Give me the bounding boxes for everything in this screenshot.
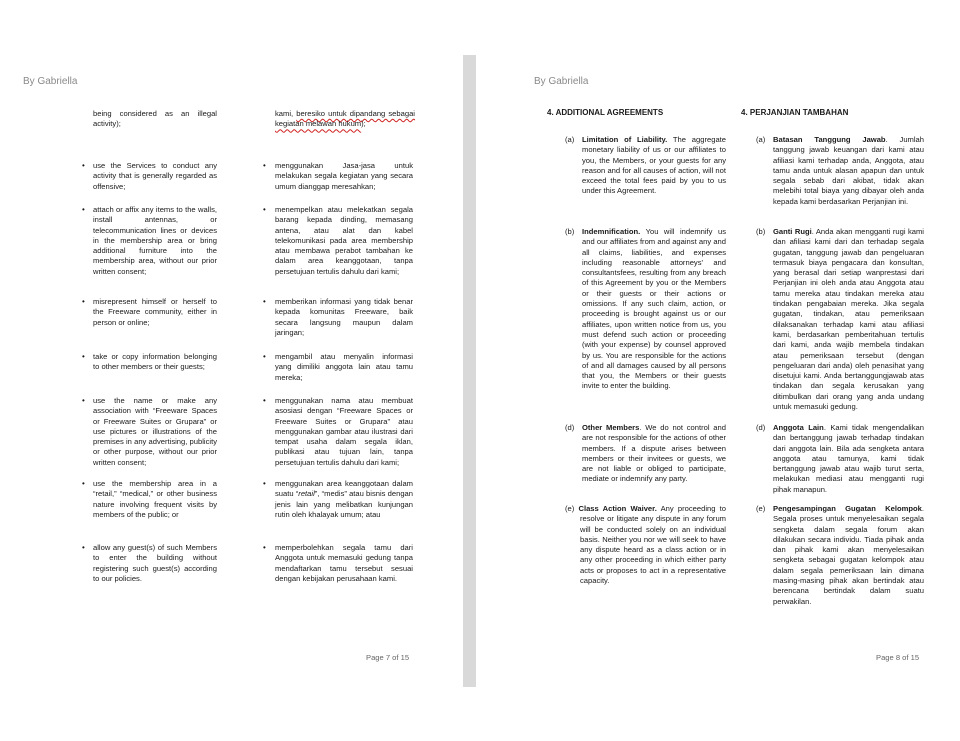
section-title-id: 4. PERJANJIAN TAMBAHAN [741, 108, 849, 117]
clause-label: (a) [565, 135, 575, 144]
bullet-dot: • [263, 161, 266, 170]
bullet-text-en: use the membership area in a “retail,” “medical,” or other business nature involving frequent visits by members of the public; or [93, 479, 217, 519]
clause-text: Any proceeding to resolve or litigate any dispute in any forum will be conducted solely on an individual basis. Neither you nor we will seek to have any dispute heard as a class action or in any other proceeding in which either party acts or proposes to act in a representative capacity. [580, 504, 726, 586]
bullet-dot: • [263, 297, 266, 306]
clause-heading: Batasan Tanggung Jawab [773, 135, 886, 144]
clause-en-a [565, 135, 726, 197]
clause-en-e [565, 504, 726, 586]
bullet-text-id: memperbolehkan segala tamu dari Anggota untuk memasuki gedung tanpa mendaftarkan tamu tersebut sesuai dengan kebijakan perusahaan kami. [275, 543, 413, 583]
continuation-c: ); [361, 119, 366, 129]
bullet-text-id: mengambil atau menyalin informasi yang dimiliki anggota lain atau tamu mereka; [275, 352, 413, 382]
bullet-dot: • [82, 297, 85, 306]
bullet6-rest: ”, “medis” atau bisnis dengan jenis lain yang melibatkan kunjungan rutin oleh khalayak umum; atau [275, 489, 413, 519]
clause-en-d [565, 423, 726, 485]
clause-en-b [565, 227, 726, 392]
section-title-en: 4. ADDITIONAL AGREEMENTS [547, 108, 664, 117]
continuation-text-en: being considered as an illegal activity); [93, 109, 217, 129]
bullet-dot: • [82, 205, 85, 214]
clause-text: . Jumlah tanggung jawab keuangan dari kami atau afiliasi kami terhadap anda, Anggota, atau tamu anda untuk alasan apapun dan untuk segala sebab dari akibat, tidak akan melebihi total biaya yang dibayar oleh anda kepada kami berdasarkan Perjanjian ini. [773, 135, 925, 206]
clause-label: (d) [756, 423, 766, 432]
page-header: By Gabriella [23, 76, 78, 87]
clause-text: . Kami tidak mengendalikan dan bertanggung jawab terhadap tindakan dari anggota lain. Bila ada sengketa antara anggota atau tamunya, kami tidak bertanggung jawab atau wajib turut serta, melakukan mediasi atau mengganti rugi pihak manapun. [773, 423, 924, 494]
clause-heading: Ganti Rugi [773, 227, 812, 236]
clause-heading: Anggota Lain [773, 423, 824, 432]
clause-text: . Anda akan mengganti rugi kami dan afiliasi kami dari dan terhadap segala gugatan, tanggung jawab dan pengeluaran termasuk biaya pengacara dan konsultan, yang berasal dari setiap wanprestasi dari Perjanjian ini oleh anda atau Anggota atau tamu mereka atau tindakan mereka atau tindakan pengabaian mereka. Jika segala gugatan, tindakan, atau pemeriksaan dilaksanakan terhadap kami atau afiliasi kami, berdasarkan pemberitahuan tertulis dari kami, anda wajib membela tindakan atau pemeriksaan tersebut (dengan pengeluaran dari anda) oleh penasihat yang disetujui kami. Anda bertanggungjawab atas tindakan dan segala kerusakan yang ditimbulkan dari orang yang anda undang untuk memasuki gedung. [773, 227, 924, 412]
clause-heading: Indemnification. [582, 227, 641, 236]
clause-heading: Other Members [582, 423, 640, 432]
bullet-dot: • [263, 205, 266, 214]
clause-heading: Class Action Waiver. [578, 504, 657, 513]
bullet6-start: menggunakan area keanggotaan dalam suatu “ [275, 479, 413, 499]
spellcheck-underlined-text: beresiko untuk dipandang sebagai kegiatan melawan hukum [275, 109, 415, 129]
bullet-text-en: misrepresent himself or herself to the Freeware community, either in person or online; [93, 297, 217, 327]
bullet-dot: • [82, 396, 85, 405]
bullet-text-en: allow any guest(s) of such Members to enter the building without registering such guest(s) according to our policies. [93, 543, 217, 583]
clause-label: (a) [756, 135, 766, 144]
bullet-dot: • [82, 543, 85, 552]
bullet-text-en: take or copy information belonging to other members or their guests; [93, 352, 217, 372]
clause-id-e [756, 504, 924, 607]
clause-text: You will indemnify us and our affiliates from and against any and all claims, liabilities, and expenses including reasonable attorneys' and consultantsfees, resulting from any breach of this Agreement by you or the Members or their guests or their actions or omissions. If any such claim, action, or proceeding is brought against us or our affiliates, upon written notice from us, you must defend such action or proceeding (with your expense) by counsel approved by us. You are responsible for the actions of and all damages caused by all persons that you, the Members or their guests invite to enter the building. [582, 227, 726, 391]
page-gutter [463, 55, 476, 687]
clause-text: . We do not control and are not responsible for the actions of other members. If a dispute arises between members or their invitees or guests, we are not liable or obliged to participate, mediate or indemnify any party. [582, 423, 726, 484]
clause-text: . Segala proses untuk menyelesaikan segala sengketa dalam segala forum akan dilakukan secara individu. Tiada pihak anda dan pihak kami akan menyelesaikan sengketa sebagai gugatan kelompok atau dalam segala pemeriksaan lain dimana masing-masing pihak akan bertindak atau berencana bertindak dalam suatu perwakilan. [773, 504, 924, 606]
page-header: By Gabriella [534, 76, 589, 87]
continuation-text-id [275, 109, 415, 130]
bullet-dot: • [82, 352, 85, 361]
page-footer: Page 8 of 15 [876, 653, 920, 662]
page-7 [0, 55, 463, 685]
italic-term: retail [298, 489, 315, 499]
clause-label: (b) [565, 227, 575, 236]
bullet-dot: • [263, 543, 266, 552]
clause-label: (e) [756, 504, 766, 513]
bullet-text-id: menggunakan Jasa-jasa untuk melakukan segala kegiatan yang secara umum dianggap meresahkan; [275, 161, 413, 191]
clause-label: (e) [565, 504, 575, 513]
bullet-dot: • [263, 479, 266, 488]
clause-label: (b) [756, 227, 766, 236]
bullet-text-en: use the Services to conduct any activity that is generally regarded as offensive; [93, 161, 217, 191]
continuation-a: kami, [275, 109, 297, 118]
clause-id-d [756, 423, 924, 495]
bullet-dot: • [263, 352, 266, 361]
bullet-text-id [275, 479, 413, 520]
clause-text: The aggregate monetary liability of us or our affiliates to you, the Members, or your guests for any reason and for all causes of action, will not exceed the total fees paid by you to us under this Agreement. [582, 135, 726, 196]
clause-heading: Pengesampingan Gugatan Kelompok [773, 504, 922, 513]
bullet-dot: • [82, 479, 85, 488]
bullet-text-en: attach or affix any items to the walls, install antennas, or telecommunication lines or devices in the membership area or bring additional furniture into the membership area, without our prior written consent; [93, 205, 217, 276]
clause-id-a [756, 135, 924, 207]
bullet-text-id: menempelkan atau melekatkan segala barang kepada dinding, memasang antena, atau alat dan kabel telekomunikasi pada area membership atau membawa perabot tambahan ke dalam area keanggotaan, tanpa persetujuan tertulis dahulu dari kami; [275, 205, 413, 276]
clause-id-b [756, 227, 924, 412]
bullet-text-id: memberikan informasi yang tidak benar kepada komunitas Freeware, baik secara langsung maupun dalam jaringan; [275, 297, 413, 337]
clause-label: (d) [565, 423, 575, 432]
page-8 [476, 55, 960, 685]
bullet-dot: • [263, 396, 266, 405]
clause-heading: Limitation of Liability. [582, 135, 668, 144]
page-footer: Page 7 of 15 [366, 653, 410, 662]
bullet-text-en: use the name or make any association with “Freeware Spaces or Freeware Suites or Grupara” or use pictures or illustrations of the premises in any advertising, publicity or other purpose, without our prior written consent; [93, 396, 217, 467]
bullet-dot: • [82, 161, 85, 170]
bullet-text-id: menggunakan nama atau membuat asosiasi dengan “Freeware Spaces or Freeware Suites or Grupara” atau menggunakan gambar atau ilustrasi dari tempat usaha dalam segala iklan, publikasi atau tujuan lain, tanpa persetujuan tertulis dahulu dari kami; [275, 396, 413, 467]
